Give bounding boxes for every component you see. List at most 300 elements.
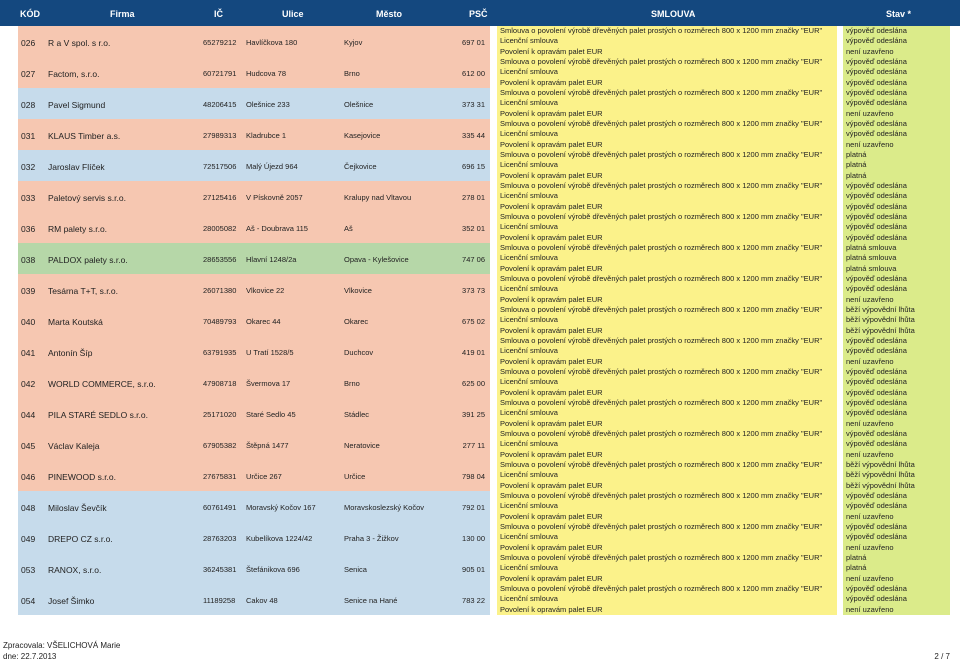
- company-street: Hlavní 1248/2a: [246, 255, 297, 264]
- company-name: PALDOX palety s.r.o.: [48, 255, 128, 265]
- contracts-table: [0, 26, 960, 615]
- company-ic: 70489793: [203, 317, 237, 326]
- header-ulice: Ulice: [282, 9, 304, 19]
- company-code: 031: [21, 131, 36, 141]
- contract-state: výpověď odeslána: [846, 119, 907, 128]
- company-psc: 391 25: [462, 410, 485, 419]
- contract-state: výpověď odeslána: [846, 346, 907, 356]
- company-ic: 63791935: [203, 348, 237, 357]
- company-name: RM palety s.r.o.: [48, 224, 108, 234]
- contract-state: výpověď odeslána: [846, 398, 907, 407]
- company-name: Josef Šimko: [48, 596, 95, 606]
- company-city: Senica: [344, 565, 367, 574]
- contract-type: Povolení k opravám palet EUR: [500, 170, 603, 180]
- contract-type: Povolení k opravám palet EUR: [500, 201, 603, 211]
- contract-cell: [497, 181, 837, 212]
- contract-cell: [497, 336, 837, 367]
- company-name: Marta Koutská: [48, 317, 103, 327]
- company-city: Vlkovice: [344, 286, 372, 295]
- company-code: 042: [21, 379, 36, 389]
- company-name: Václav Kaleja: [48, 441, 100, 451]
- company-name: RANOX, s.r.o.: [48, 565, 102, 575]
- contract-state: není uzavřeno: [846, 108, 894, 118]
- contract-cell: [497, 522, 837, 553]
- company-code: 041: [21, 348, 36, 358]
- company-code: 040: [21, 317, 36, 327]
- header-firma: Firma: [110, 9, 135, 19]
- company-street: V Pískovně 2057: [246, 193, 303, 202]
- state-cell: [843, 305, 950, 336]
- contract-type: Licenční smlouva: [500, 98, 558, 108]
- company-psc: 697 01: [462, 38, 485, 47]
- contract-type: Smlouva o povolení výrobě dřevěných palet prostých o rozměrech 800 x 1200 mm značky "EUR": [500, 150, 823, 159]
- company-code: 032: [21, 162, 36, 172]
- table-row: [0, 181, 960, 212]
- company-psc: 373 73: [462, 286, 485, 295]
- contract-state: výpověď odeslána: [846, 232, 907, 242]
- contract-state: výpověď odeslána: [846, 429, 907, 438]
- company-ic: 28653556: [203, 255, 237, 264]
- header-psc: PSČ: [469, 9, 488, 19]
- contract-cell: [497, 460, 837, 491]
- company-street: Hudcova 78: [246, 69, 287, 78]
- table-row: [0, 398, 960, 429]
- contract-type: Smlouva o povolení výrobě dřevěných palet prostých o rozměrech 800 x 1200 mm značky "EUR": [500, 429, 823, 438]
- company-street: Určice 267: [246, 472, 282, 481]
- contract-state: výpověď odeslána: [846, 584, 907, 593]
- contract-type: Licenční smlouva: [500, 501, 558, 511]
- company-name: PILA STARÉ SEDLO s.r.o.: [48, 410, 148, 420]
- contract-state: výpověď odeslána: [846, 36, 907, 46]
- contract-type: Smlouva o povolení výrobě dřevěných palet prostých o rozměrech 800 x 1200 mm značky "EUR": [500, 181, 823, 190]
- contract-type: Povolení k opravám palet EUR: [500, 232, 603, 242]
- contract-state: běží výpovědní lhůta: [846, 480, 915, 490]
- contract-state: není uzavřeno: [846, 139, 894, 149]
- contract-state: výpověď odeslána: [846, 26, 907, 35]
- company-cell: [18, 88, 490, 120]
- company-psc: 747 06: [462, 255, 485, 264]
- header-smlouva: SMLOUVA: [651, 9, 696, 19]
- company-cell: [18, 212, 490, 244]
- company-street: Staré Sedlo 45: [246, 410, 296, 419]
- company-name: Jaroslav Flíček: [48, 162, 105, 172]
- company-name: KLAUS Timber a.s.: [48, 131, 121, 141]
- table-row: [0, 119, 960, 150]
- table-header: [0, 0, 960, 26]
- contract-state: výpověď odeslána: [846, 57, 907, 66]
- table-row: [0, 584, 960, 615]
- table-row: [0, 522, 960, 553]
- contract-type: Povolení k opravám palet EUR: [500, 294, 603, 304]
- state-cell: [843, 367, 950, 398]
- contract-type: Licenční smlouva: [500, 36, 558, 46]
- table-row: [0, 212, 960, 243]
- state-cell: [843, 429, 950, 460]
- company-ic: 65279212: [203, 38, 237, 47]
- state-cell: [843, 181, 950, 212]
- company-name: Tesárna T+T, s.r.o.: [48, 286, 119, 296]
- company-street: Moravský Kočov 167: [246, 503, 316, 512]
- company-city: Okarec: [344, 317, 369, 326]
- company-name: Paletový servis s.r.o.: [48, 193, 126, 203]
- contract-type: Smlouva o povolení výrobě dřevěných palet prostých o rozměrech 800 x 1200 mm značky "EUR": [500, 460, 823, 469]
- company-cell: [18, 584, 490, 616]
- company-street: Štěpná 1477: [246, 441, 289, 450]
- contract-state: výpověď odeslána: [846, 594, 907, 604]
- company-city: Čejkovice: [344, 162, 377, 171]
- table-row: [0, 491, 960, 522]
- contract-cell: [497, 274, 837, 305]
- contract-type: Smlouva o povolení výrobě dřevěných palet prostých o rozměrech 800 x 1200 mm značky "EUR": [500, 57, 823, 66]
- state-cell: [843, 150, 950, 181]
- company-street: U Tratí 1528/5: [246, 348, 294, 357]
- contract-type: Smlouva o povolení výrobě dřevěných palet prostých o rozměrech 800 x 1200 mm značky "EUR": [500, 274, 823, 283]
- company-cell: [18, 522, 490, 554]
- state-cell: [843, 584, 950, 615]
- company-code: 033: [21, 193, 36, 203]
- contract-state: není uzavřeno: [846, 573, 894, 583]
- contract-state: výpověď odeslána: [846, 67, 907, 77]
- contract-state: výpověď odeslána: [846, 408, 907, 418]
- contract-type: Povolení k opravám palet EUR: [500, 542, 603, 552]
- contract-cell: [497, 584, 837, 615]
- state-cell: [843, 88, 950, 119]
- contract-state: výpověď odeslána: [846, 201, 907, 211]
- company-ic: 27989313: [203, 131, 237, 140]
- contract-type: Povolení k opravám palet EUR: [500, 573, 603, 583]
- header-stav: Stav *: [886, 9, 912, 19]
- header-kod: KÓD: [20, 9, 40, 19]
- company-ic: 11189258: [203, 596, 236, 605]
- contract-type: Licenční smlouva: [500, 222, 558, 232]
- contract-state: platná: [846, 553, 867, 562]
- company-name: Miloslav Ševčík: [48, 503, 107, 513]
- contract-state: výpověď odeslána: [846, 77, 907, 87]
- company-cell: [18, 274, 490, 306]
- state-cell: [843, 460, 950, 491]
- contract-type: Povolení k opravám palet EUR: [500, 480, 603, 490]
- table-row: [0, 26, 960, 57]
- contract-type: Povolení k opravám palet EUR: [500, 46, 603, 56]
- company-street: Cakov 48: [246, 596, 278, 605]
- contract-type: Povolení k opravám palet EUR: [500, 511, 603, 521]
- company-ic: 27675831: [203, 472, 237, 481]
- company-ic: 60721791: [203, 69, 237, 78]
- contract-state: běží výpovědní lhůta: [846, 470, 915, 480]
- contract-type: Smlouva o povolení výrobě dřevěných palet prostých o rozměrech 800 x 1200 mm značky "EUR": [500, 367, 823, 376]
- contract-type: Povolení k opravám palet EUR: [500, 263, 603, 273]
- contract-state: výpověď odeslána: [846, 387, 907, 397]
- company-cell: [18, 460, 490, 492]
- state-cell: [843, 398, 950, 429]
- company-code: 038: [21, 255, 36, 265]
- contract-cell: [497, 150, 837, 181]
- contract-cell: [497, 26, 837, 57]
- state-cell: [843, 522, 950, 553]
- company-ic: 28005082: [203, 224, 237, 233]
- company-city: Olešnice: [344, 100, 374, 109]
- footer-author: Zpracovala: VŠELICHOVÁ Marie: [3, 641, 121, 650]
- company-name: DREPO CZ s.r.o.: [48, 534, 113, 544]
- table-row: [0, 150, 960, 181]
- contract-state: výpověď odeslána: [846, 222, 907, 232]
- contract-state: výpověď odeslána: [846, 377, 907, 387]
- company-psc: 352 01: [462, 224, 485, 233]
- company-cell: [18, 119, 490, 151]
- company-ic: 27125416: [203, 193, 237, 202]
- state-cell: [843, 57, 950, 88]
- contract-type: Smlouva o povolení výrobě dřevěných palet prostých o rozměrech 800 x 1200 mm značky "EUR": [500, 243, 823, 252]
- contract-cell: [497, 212, 837, 243]
- contract-type: Licenční smlouva: [500, 253, 558, 263]
- company-ic: 72517506: [203, 162, 237, 171]
- contract-type: Smlouva o povolení výrobě dřevěných palet prostých o rozměrech 800 x 1200 mm značky "EUR": [500, 88, 823, 97]
- contract-state: výpověď odeslána: [846, 284, 907, 294]
- contract-type: Povolení k opravám palet EUR: [500, 387, 603, 397]
- state-cell: [843, 553, 950, 584]
- company-cell: [18, 150, 490, 182]
- company-street: Štefánikova 696: [246, 565, 300, 574]
- contract-type: Povolení k opravám palet EUR: [500, 108, 603, 118]
- company-ic: 28763203: [203, 534, 237, 543]
- contract-state: výpověď odeslána: [846, 367, 907, 376]
- contract-type: Smlouva o povolení výrobě dřevěných palet prostých o rozměrech 800 x 1200 mm značky "EUR": [500, 305, 823, 314]
- contract-type: Licenční smlouva: [500, 563, 558, 573]
- contract-state: není uzavřeno: [846, 449, 894, 459]
- company-psc: 612 00: [462, 69, 485, 78]
- contract-cell: [497, 243, 837, 274]
- contract-type: Licenční smlouva: [500, 594, 558, 604]
- contract-type: Povolení k opravám palet EUR: [500, 604, 603, 614]
- contract-type: Licenční smlouva: [500, 191, 558, 201]
- company-city: Kralupy nad Vltavou: [344, 193, 412, 202]
- contract-type: Povolení k opravám palet EUR: [500, 77, 603, 87]
- contract-state: platná smlouva: [846, 263, 897, 273]
- contract-cell: [497, 305, 837, 336]
- state-cell: [843, 26, 950, 57]
- contract-state: výpověď odeslána: [846, 274, 907, 283]
- contract-state: výpověď odeslána: [846, 191, 907, 201]
- contract-type: Licenční smlouva: [500, 129, 558, 139]
- contract-type: Licenční smlouva: [500, 67, 558, 77]
- contract-state: platná: [846, 563, 867, 573]
- table-row: [0, 57, 960, 88]
- contract-type: Povolení k opravám palet EUR: [500, 139, 603, 149]
- contract-state: platná: [846, 170, 867, 180]
- contract-state: není uzavřeno: [846, 46, 894, 56]
- company-code: 054: [21, 596, 36, 606]
- contract-type: Smlouva o povolení výrobě dřevěných palet prostých o rozměrech 800 x 1200 mm značky "EUR": [500, 522, 823, 531]
- company-name: PINEWOOD s.r.o.: [48, 472, 117, 482]
- company-code: 045: [21, 441, 36, 451]
- contract-state: výpověď odeslána: [846, 532, 907, 542]
- table-row: [0, 367, 960, 398]
- company-psc: 905 01: [462, 565, 485, 574]
- contract-type: Povolení k opravám palet EUR: [500, 356, 603, 366]
- company-city: Kasejovice: [344, 131, 381, 140]
- company-cell: [18, 398, 490, 430]
- company-code: 049: [21, 534, 36, 544]
- company-ic: 36245381: [203, 565, 237, 574]
- contract-state: výpověď odeslána: [846, 181, 907, 190]
- contract-state: platná: [846, 150, 867, 159]
- contract-type: Smlouva o povolení výrobě dřevěných palet prostých o rozměrech 800 x 1200 mm značky "EUR": [500, 212, 823, 221]
- contract-state: běží výpovědní lhůta: [846, 305, 915, 314]
- company-code: 036: [21, 224, 36, 234]
- company-street: Okarec 44: [246, 317, 281, 326]
- table-row: [0, 553, 960, 584]
- contract-type: Smlouva o povolení výrobě dřevěných palet prostých o rozměrech 800 x 1200 mm značky "EUR": [500, 584, 823, 593]
- company-code: 026: [21, 38, 36, 48]
- contract-type: Licenční smlouva: [500, 408, 558, 418]
- contract-type: Licenční smlouva: [500, 532, 558, 542]
- state-cell: [843, 491, 950, 522]
- company-code: 028: [21, 100, 36, 110]
- contract-cell: [497, 553, 837, 584]
- contract-type: Licenční smlouva: [500, 439, 558, 449]
- company-cell: [18, 429, 490, 461]
- company-street: Malý Újezd 964: [246, 162, 298, 171]
- contract-type: Licenční smlouva: [500, 377, 558, 387]
- contract-state: běží výpovědní lhůta: [846, 325, 915, 335]
- contract-cell: [497, 88, 837, 119]
- company-street: Kladrubce 1: [246, 131, 287, 140]
- company-psc: 625 00: [462, 379, 485, 388]
- contract-cell: [497, 398, 837, 429]
- header-mesto: Město: [376, 9, 403, 19]
- company-street: Švermova 17: [246, 379, 291, 388]
- contract-type: Smlouva o povolení výrobě dřevěných palet prostých o rozměrech 800 x 1200 mm značky "EUR": [500, 119, 823, 128]
- company-psc: 277 11: [462, 441, 485, 450]
- company-city: Duchcov: [344, 348, 374, 357]
- company-city: Brno: [344, 379, 360, 388]
- company-city: Určice: [344, 472, 366, 481]
- company-street: Havlíčkova 180: [246, 38, 298, 47]
- company-city: Opava - Kylešovice: [344, 255, 409, 264]
- contract-state: výpověď odeslána: [846, 522, 907, 531]
- state-cell: [843, 243, 950, 274]
- company-ic: 26071380: [203, 286, 237, 295]
- contract-type: Smlouva o povolení výrobě dřevěných palet prostých o rozměrech 800 x 1200 mm značky "EUR": [500, 491, 823, 500]
- contract-state: výpověď odeslána: [846, 129, 907, 139]
- state-cell: [843, 274, 950, 305]
- company-cell: [18, 336, 490, 368]
- contract-state: není uzavřeno: [846, 604, 894, 614]
- contract-state: platná smlouva: [846, 253, 897, 263]
- company-psc: 792 01: [462, 503, 485, 512]
- contract-type: Povolení k opravám palet EUR: [500, 418, 603, 428]
- header-ic: IČ: [214, 9, 223, 19]
- company-psc: 419 01: [462, 348, 485, 357]
- company-street: Vlkovice 22: [246, 286, 285, 295]
- company-city: Senice na Hané: [344, 596, 398, 605]
- company-ic: 67905382: [203, 441, 237, 450]
- contract-state: výpověď odeslána: [846, 212, 907, 221]
- table-row: [0, 305, 960, 336]
- contract-state: není uzavřeno: [846, 294, 894, 304]
- contract-state: výpověď odeslána: [846, 336, 907, 345]
- state-cell: [843, 212, 950, 243]
- contract-cell: [497, 119, 837, 150]
- table-row: [0, 429, 960, 460]
- contract-cell: [497, 491, 837, 522]
- contract-state: není uzavřeno: [846, 356, 894, 366]
- contract-type: Povolení k opravám palet EUR: [500, 449, 603, 459]
- company-cell: [18, 243, 490, 275]
- contract-state: výpověď odeslána: [846, 501, 907, 511]
- company-cell: [18, 367, 490, 399]
- contract-state: výpověď odeslána: [846, 98, 907, 108]
- company-street: Kubelíkova 1224/42: [246, 534, 313, 543]
- contract-cell: [497, 57, 837, 88]
- contract-cell: [497, 367, 837, 398]
- contract-state: není uzavřeno: [846, 418, 894, 428]
- company-name: Pavel Sigmund: [48, 100, 106, 110]
- company-cell: [18, 181, 490, 213]
- company-psc: 798 04: [462, 472, 485, 481]
- table-row: [0, 336, 960, 367]
- company-code: 048: [21, 503, 36, 513]
- company-psc: 696 15: [462, 162, 485, 171]
- company-street: Aš - Doubrava 115: [246, 224, 308, 233]
- contract-cell: [497, 429, 837, 460]
- company-code: 046: [21, 472, 36, 482]
- company-cell: [18, 305, 490, 337]
- company-name: Antonín Šíp: [48, 348, 93, 358]
- state-cell: [843, 336, 950, 367]
- company-cell: [18, 553, 490, 585]
- table-row: [0, 243, 960, 274]
- contract-state: běží výpovědní lhůta: [846, 315, 915, 325]
- contract-type: Licenční smlouva: [500, 284, 558, 294]
- contract-state: výpověď odeslána: [846, 439, 907, 449]
- company-city: Stádlec: [344, 410, 370, 419]
- contract-type: Smlouva o povolení výrobě dřevěných palet prostých o rozměrech 800 x 1200 mm značky "EUR": [500, 336, 823, 345]
- company-ic: 25171020: [203, 410, 237, 419]
- company-name: R a V spol. s r.o.: [48, 38, 111, 48]
- contract-type: Licenční smlouva: [500, 160, 558, 170]
- contract-state: výpověď odeslána: [846, 88, 907, 97]
- table-row: [0, 274, 960, 305]
- contract-type: Smlouva o povolení výrobě dřevěných palet prostých o rozměrech 800 x 1200 mm značky "EUR": [500, 26, 823, 35]
- company-name: WORLD COMMERCE, s.r.o.: [48, 379, 156, 389]
- company-city: Praha 3 - Žižkov: [344, 534, 399, 543]
- contract-type: Licenční smlouva: [500, 346, 558, 356]
- company-ic: 48206415: [203, 100, 237, 109]
- company-ic: 60761491: [203, 503, 237, 512]
- footer-date: dne: 22.7.2013: [3, 652, 57, 661]
- contract-type: Licenční smlouva: [500, 470, 558, 480]
- company-cell: [18, 491, 490, 523]
- company-psc: 130 00: [462, 534, 485, 543]
- company-city: Neratovice: [344, 441, 380, 450]
- company-psc: 675 02: [462, 317, 485, 326]
- company-city: Moravskoslezský Kočov: [344, 503, 425, 512]
- company-street: Olešnice 233: [246, 100, 290, 109]
- company-psc: 278 01: [462, 193, 485, 202]
- company-psc: 373 31: [462, 100, 485, 109]
- company-name: Factom, s.r.o.: [48, 69, 100, 79]
- company-code: 053: [21, 565, 36, 575]
- contract-type: Licenční smlouva: [500, 315, 558, 325]
- company-psc: 783 22: [462, 596, 485, 605]
- company-cell: [18, 26, 490, 58]
- company-ic: 47908718: [203, 379, 237, 388]
- company-city: Aš: [344, 224, 353, 233]
- company-code: 039: [21, 286, 36, 296]
- company-code: 044: [21, 410, 36, 420]
- state-cell: [843, 119, 950, 150]
